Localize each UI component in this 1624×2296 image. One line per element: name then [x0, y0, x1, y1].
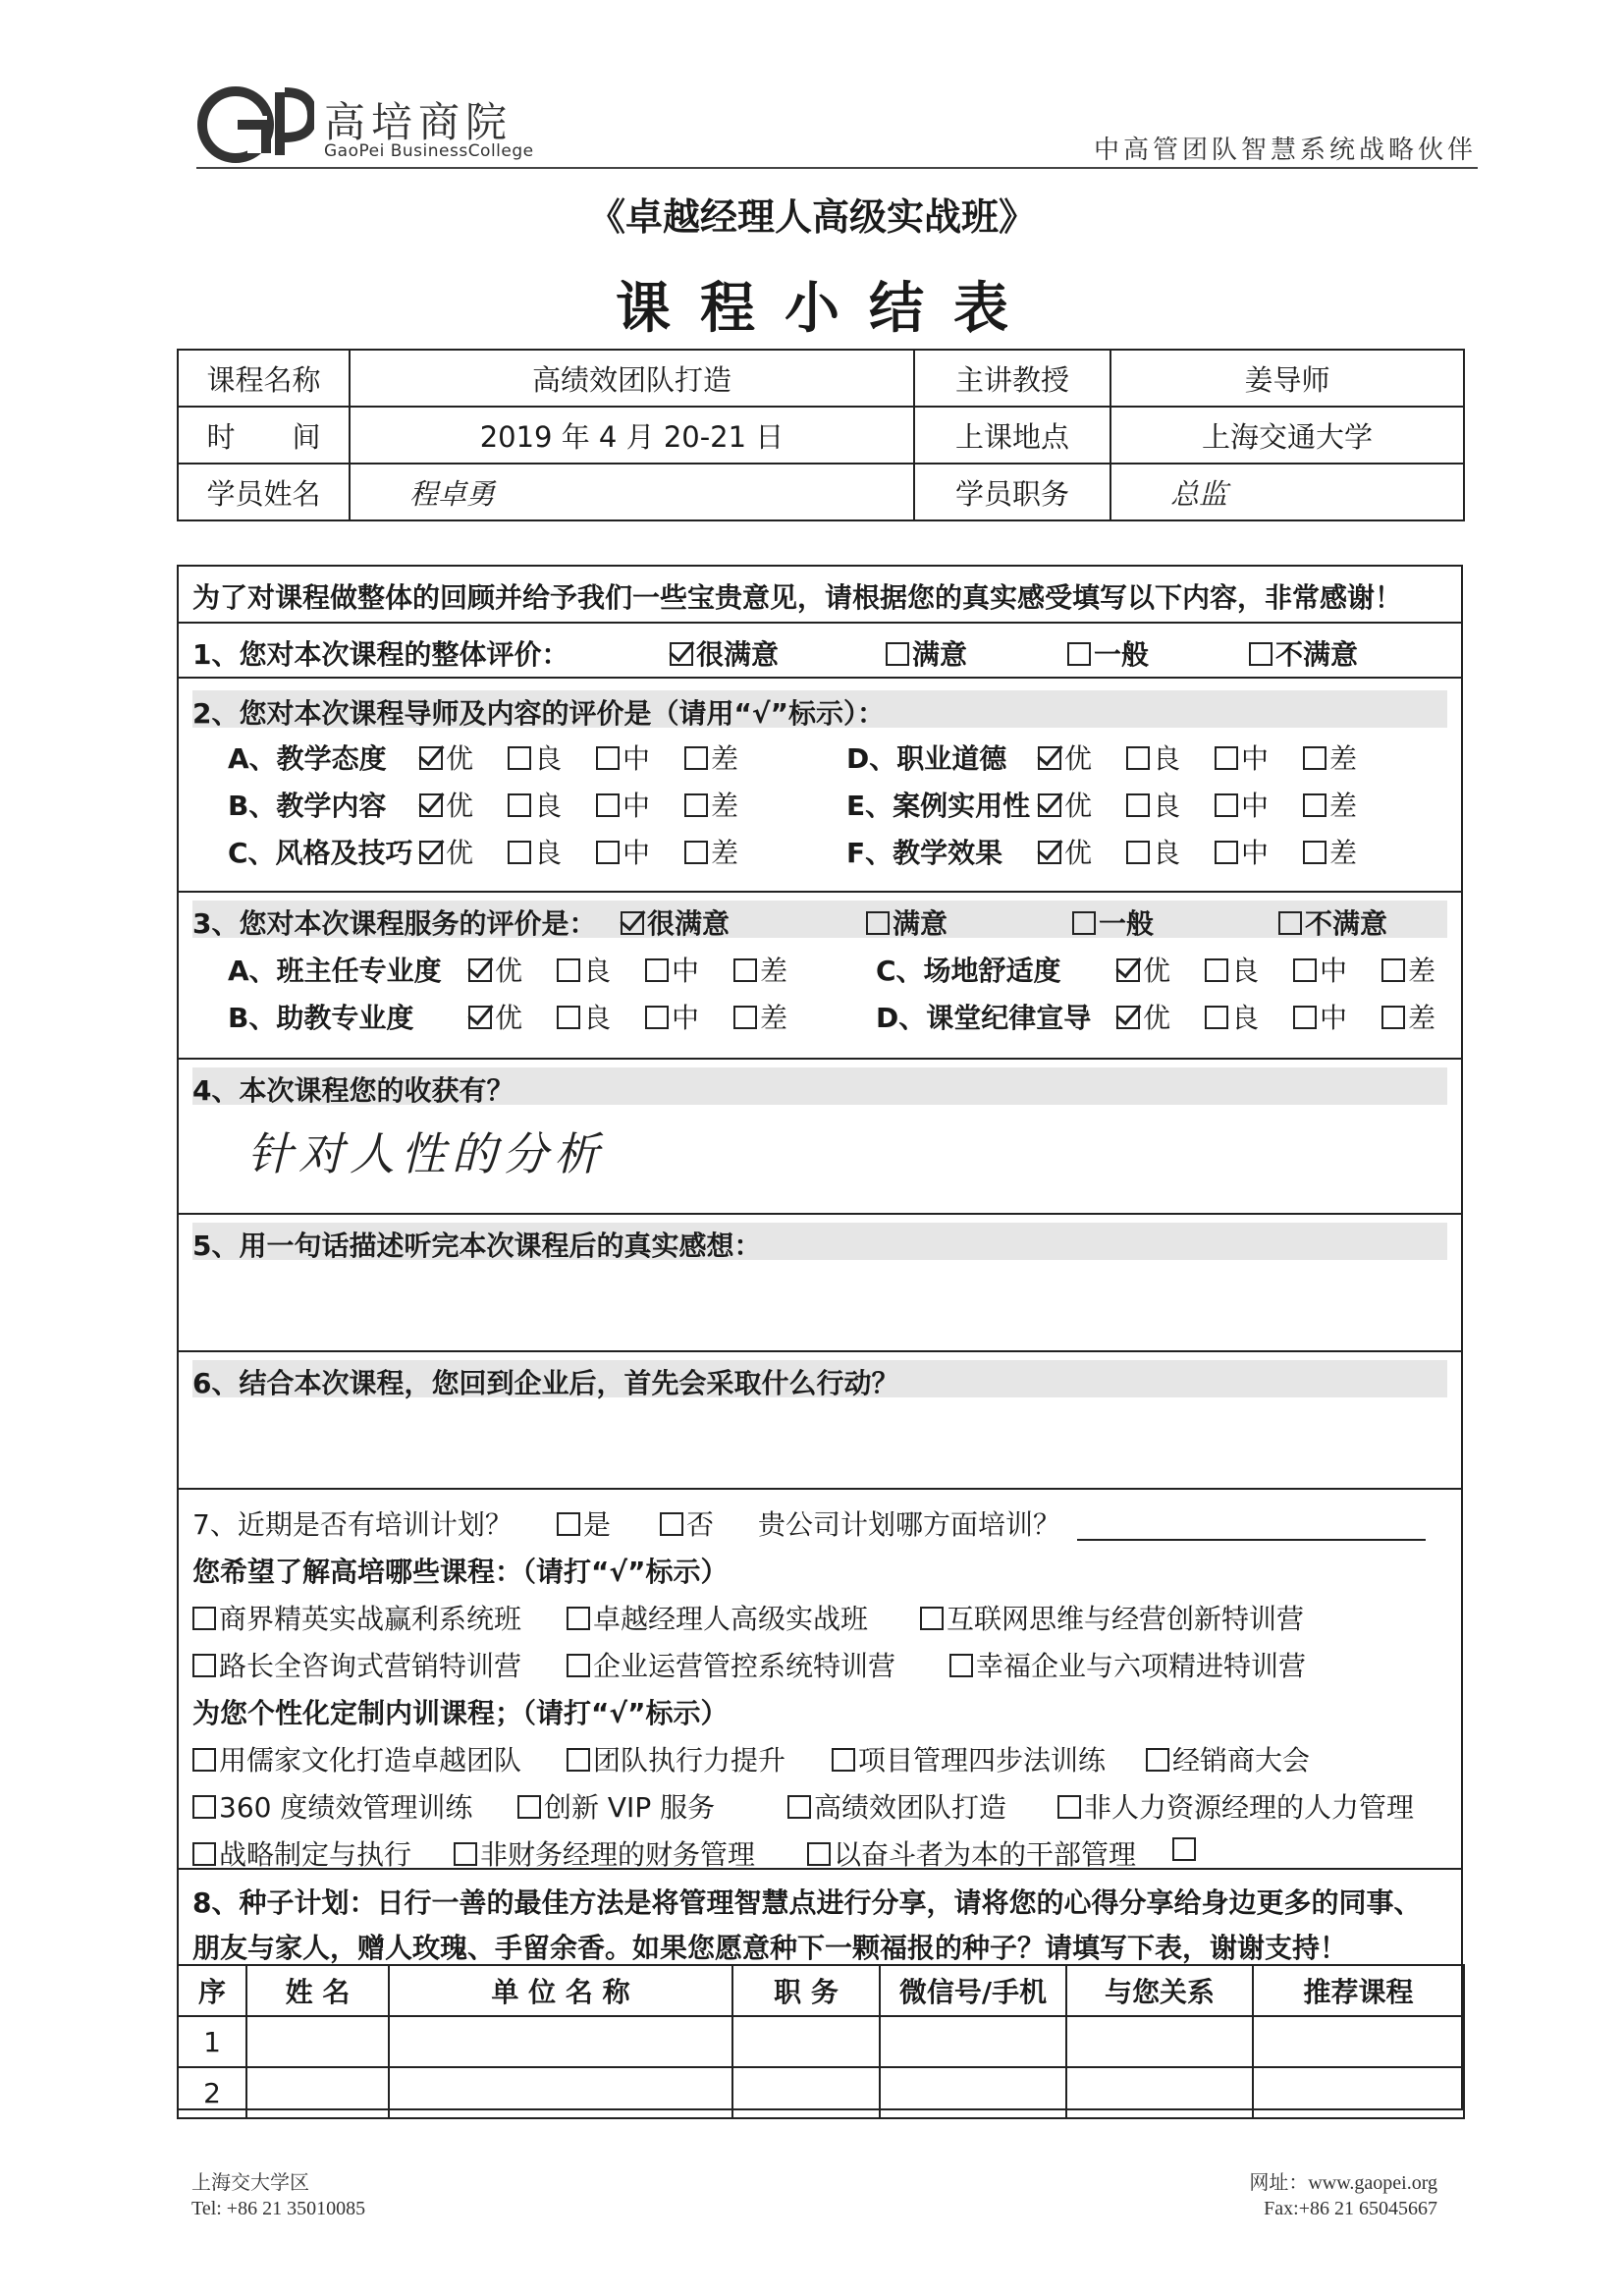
- q2-grade-option[interactable]: 差: [1303, 738, 1357, 777]
- checkbox-icon[interactable]: [920, 1607, 944, 1630]
- seed-input-cell[interactable]: [389, 2067, 732, 2118]
- q7-custom-other[interactable]: [1172, 1833, 1199, 1866]
- course-option[interactable]: 幸福企业与六项精进特训营: [949, 1645, 1306, 1684]
- checkbox-icon[interactable]: [1303, 746, 1326, 770]
- q2-grade-option[interactable]: 优: [419, 832, 473, 871]
- q3-option-very-satisfied[interactable]: 很满意: [621, 902, 730, 942]
- q2-grade-option[interactable]: 优: [1038, 785, 1092, 824]
- course-option[interactable]: 经销商大会: [1146, 1739, 1310, 1778]
- checkbox-icon[interactable]: [596, 841, 620, 864]
- q7-which-training-label: 贵公司计划哪方面培训？: [758, 1508, 1061, 1541]
- seed-input-cell[interactable]: [732, 2016, 880, 2067]
- q2-left-item-label: A、教学态度: [228, 742, 387, 775]
- checkbox-icon[interactable]: [1126, 793, 1150, 817]
- q2-right-item-label: E、案例实用性: [846, 790, 1031, 822]
- seed-input-cell[interactable]: [1066, 2067, 1253, 2118]
- course-option[interactable]: 战略制定与执行: [192, 1833, 411, 1873]
- checkbox-icon[interactable]: [1303, 841, 1326, 864]
- q3-grade-option[interactable]: 优: [468, 950, 522, 989]
- q3-grade-option[interactable]: 差: [733, 950, 787, 989]
- course-title: 《卓越经理人高级实战班》: [587, 195, 1036, 239]
- course-option[interactable]: 创新 VIP 服务: [517, 1786, 715, 1826]
- course-option[interactable]: 企业运营管控系统特训营: [567, 1645, 895, 1684]
- checked-checkbox-icon[interactable]: [1116, 958, 1140, 982]
- seed-input-cell[interactable]: [732, 2067, 880, 2118]
- q3-grade-option[interactable]: 良: [557, 997, 611, 1036]
- checkbox-icon[interactable]: [192, 1654, 216, 1677]
- question-2: [179, 677, 1461, 880]
- checked-checkbox-icon[interactable]: [419, 793, 443, 817]
- seed-column-header: 微信号/手机: [880, 1965, 1066, 2016]
- checkbox-icon[interactable]: [684, 746, 708, 770]
- checkbox-icon[interactable]: [557, 958, 580, 982]
- q3-right-item-label: C、场地舒适度: [876, 955, 1061, 987]
- header-tagline: 中高管团队智慧系统战略伙伴: [1093, 136, 1477, 165]
- q2-grade-option[interactable]: 良: [508, 738, 562, 777]
- q3-grade-option[interactable]: 良: [557, 950, 611, 989]
- checked-checkbox-icon[interactable]: [621, 911, 644, 935]
- q3-right-item-label: D、课堂纪律宣导: [876, 1002, 1092, 1034]
- professor-value: 姜导师: [1110, 350, 1464, 407]
- q2-grade-option[interactable]: 中: [1215, 785, 1269, 824]
- seed-table-row: [178, 2067, 1464, 2118]
- q2-right-item-label: D、职业道德: [846, 742, 1007, 775]
- q7-label: 7、近期是否有培训计划？: [192, 1508, 513, 1541]
- footer-left: [191, 2170, 365, 2221]
- q4-label: 4、本次课程您的收获有？: [192, 1074, 514, 1107]
- survey-intro: 为了对课程做整体的回顾并给予我们一些宝贵意见，请根据您的真实感受填写以下内容，非常感谢！: [192, 581, 1403, 614]
- seed-table-row: [178, 2016, 1464, 2067]
- course-option[interactable]: 非人力资源经理的人力管理: [1057, 1786, 1414, 1826]
- checkbox-icon[interactable]: [866, 911, 890, 935]
- q2-grade-option[interactable]: 良: [508, 832, 562, 871]
- seed-column-header: 单 位 名 称: [389, 1965, 732, 2016]
- q3-grade-option[interactable]: 良: [1205, 950, 1259, 989]
- checkbox-icon[interactable]: [192, 1842, 216, 1866]
- checkbox-icon[interactable]: [596, 793, 620, 817]
- q2-left-item-label: B、教学内容: [228, 790, 387, 822]
- checkbox-icon[interactable]: [1215, 793, 1238, 817]
- checked-checkbox-icon[interactable]: [419, 746, 443, 770]
- q1-label: 1、您对本次课程的整体评价：: [192, 638, 569, 671]
- checkbox-icon[interactable]: [1146, 1748, 1169, 1772]
- checkbox-icon[interactable]: [1172, 1837, 1196, 1861]
- course-option[interactable]: 互联网思维与经营创新特训营: [920, 1598, 1304, 1637]
- checkbox-icon[interactable]: [733, 958, 757, 982]
- q3-left-item-label: B、助教专业度: [228, 1002, 414, 1034]
- location-label: 上课地点: [914, 407, 1110, 464]
- footer-campus: 上海交大学区: [191, 2172, 309, 2194]
- q2-left-item-label: C、风格及技巧: [228, 837, 413, 869]
- footer-fax: Fax:+86 21 65045667: [1264, 2198, 1437, 2219]
- checked-checkbox-icon[interactable]: [1038, 793, 1061, 817]
- course-option[interactable]: 团队执行力提升: [567, 1739, 785, 1778]
- checkbox-icon[interactable]: [787, 1795, 811, 1819]
- checkbox-icon[interactable]: [192, 1795, 216, 1819]
- checkbox-icon[interactable]: [949, 1654, 973, 1677]
- seed-input-cell[interactable]: [1253, 2067, 1464, 2118]
- student-position-field[interactable]: 总监: [1110, 464, 1464, 520]
- q1-option-unsatisfied[interactable]: 不满意: [1249, 633, 1358, 673]
- course-info-table: [177, 349, 1465, 521]
- q3-label: 3、您对本次课程服务的评价是：: [192, 907, 597, 940]
- seed-input-cell[interactable]: [1253, 2016, 1464, 2067]
- checkbox-icon[interactable]: [1249, 642, 1272, 666]
- checkbox-icon[interactable]: [1303, 793, 1326, 817]
- checkbox-icon[interactable]: [832, 1748, 855, 1772]
- course-option[interactable]: 用儒家文化打造卓越团队: [192, 1739, 521, 1778]
- checkbox-icon[interactable]: [567, 1607, 590, 1630]
- form-title: 课程小结表: [616, 277, 1038, 341]
- student-position-label: 学员职务: [914, 464, 1110, 520]
- question-1: [179, 622, 1461, 671]
- checkbox-icon[interactable]: [1381, 958, 1405, 982]
- student-name-label: 学员姓名: [178, 464, 350, 520]
- q3-grade-option[interactable]: 中: [1293, 997, 1347, 1036]
- q2-grade-option[interactable]: 优: [1038, 738, 1092, 777]
- checked-checkbox-icon[interactable]: [1038, 841, 1061, 864]
- course-option[interactable]: 以奋斗者为本的干部管理: [807, 1833, 1136, 1873]
- seed-column-header: 与您关系: [1066, 1965, 1253, 2016]
- q2-grade-option[interactable]: 良: [1126, 738, 1180, 777]
- checkbox-icon[interactable]: [684, 841, 708, 864]
- q7-option-no[interactable]: 否: [660, 1503, 714, 1543]
- seed-column-header: 职 务: [732, 1965, 880, 2016]
- checkbox-icon[interactable]: [1293, 958, 1317, 982]
- checked-checkbox-icon[interactable]: [419, 841, 443, 864]
- q3-grade-option[interactable]: 优: [468, 997, 522, 1036]
- checkbox-icon[interactable]: [1278, 911, 1302, 935]
- q2-grade-option[interactable]: 差: [684, 738, 738, 777]
- course-name-value: 高绩效团队打造: [350, 350, 914, 407]
- course-option[interactable]: 项目管理四步法训练: [832, 1739, 1106, 1778]
- footer-website[interactable]: 网址：www.gaopei.org: [1249, 2172, 1437, 2194]
- checkbox-icon[interactable]: [517, 1795, 541, 1819]
- question-4: [179, 1058, 1461, 1212]
- q2-grade-option[interactable]: 良: [1126, 832, 1180, 871]
- checkbox-icon[interactable]: [508, 793, 531, 817]
- q3-left-item-label: A、班主任专业度: [228, 955, 442, 987]
- checkbox-icon[interactable]: [733, 1006, 757, 1029]
- checked-checkbox-icon[interactable]: [468, 958, 492, 982]
- seed-row-number: 2: [178, 2067, 246, 2118]
- checkbox-icon[interactable]: [1381, 1006, 1405, 1029]
- course-option[interactable]: 高绩效团队打造: [787, 1786, 1006, 1826]
- checkbox-icon[interactable]: [645, 958, 669, 982]
- q3-grade-option[interactable]: 差: [733, 997, 787, 1036]
- footer-tel: Tel: +86 21 35010085: [191, 2198, 366, 2219]
- seed-input-cell[interactable]: [246, 2016, 389, 2067]
- q5-label: 5、用一句话描述听完本次课程后的真实感想：: [192, 1230, 762, 1262]
- q2-grade-option[interactable]: 差: [1303, 832, 1357, 871]
- course-option[interactable]: 商界精英实战赢利系统班: [192, 1598, 521, 1637]
- q2-grade-option[interactable]: 中: [596, 832, 650, 871]
- checkbox-icon[interactable]: [1057, 1795, 1081, 1819]
- checkbox-icon[interactable]: [645, 1006, 669, 1029]
- q2-grade-option[interactable]: 差: [684, 832, 738, 871]
- seed-input-cell[interactable]: [1066, 2016, 1253, 2067]
- course-option[interactable]: 非财务经理的财务管理: [454, 1833, 755, 1873]
- course-name-label: 课程名称: [178, 350, 350, 407]
- q2-grade-option[interactable]: 良: [508, 785, 562, 824]
- question-8: [179, 1868, 1461, 1968]
- q7-courses-label: 您希望了解高培哪些课程：（请打“√”标示）: [192, 1556, 729, 1588]
- checkbox-icon[interactable]: [886, 642, 909, 666]
- course-option[interactable]: 路长全咨询式营销特训营: [192, 1645, 521, 1684]
- q3-grade-option[interactable]: 差: [1381, 950, 1435, 989]
- checkbox-icon[interactable]: [1126, 841, 1150, 864]
- q3-option-average[interactable]: 一般: [1072, 902, 1154, 942]
- q8-line-1: 8、种子计划：日行一善的最佳方法是将管理智慧点进行分享，请将您的心得分享给身边更多的同事、: [192, 1886, 1422, 1919]
- checkbox-icon[interactable]: [454, 1842, 477, 1866]
- q7-custom-label: 为您个性化定制内训课程；（请打“√”标示）: [192, 1697, 729, 1729]
- checkbox-icon[interactable]: [1215, 746, 1238, 770]
- time-value: 2019 年 4 月 20-21 日: [350, 407, 914, 464]
- q2-grade-option[interactable]: 中: [1215, 832, 1269, 871]
- q2-right-item-label: F、教学效果: [846, 837, 1003, 869]
- logo-english-name: GaoPei BusinessCollege: [324, 141, 534, 161]
- checkbox-icon[interactable]: [508, 746, 531, 770]
- checkbox-icon[interactable]: [660, 1512, 683, 1536]
- checkbox-icon[interactable]: [567, 1748, 590, 1772]
- seed-input-cell[interactable]: [246, 2067, 389, 2118]
- q3-option-satisfied[interactable]: 满意: [866, 902, 947, 942]
- q2-grade-option[interactable]: 差: [1303, 785, 1357, 824]
- q3-grade-option[interactable]: 优: [1116, 997, 1170, 1036]
- checkbox-icon[interactable]: [192, 1748, 216, 1772]
- q3-grade-option[interactable]: 中: [1293, 950, 1347, 989]
- q1-option-very-satisfied[interactable]: 很满意: [670, 633, 779, 673]
- question-7: [179, 1488, 1461, 1871]
- checkbox-icon[interactable]: [1067, 642, 1091, 666]
- checkbox-icon[interactable]: [807, 1842, 831, 1866]
- q3-grade-option[interactable]: 中: [645, 950, 699, 989]
- q2-grade-option[interactable]: 中: [596, 738, 650, 777]
- checked-checkbox-icon[interactable]: [468, 1006, 492, 1029]
- q8-line-2: 朋友与家人，赠人玫瑰、手留余香。如果您愿意种下一颗福报的种子？请填写下表，谢谢支持！: [192, 1932, 1348, 1964]
- checked-checkbox-icon[interactable]: [1116, 1006, 1140, 1029]
- seed-row-number: 1: [178, 2016, 246, 2067]
- question-5: [179, 1213, 1461, 1347]
- seed-input-cell[interactable]: [880, 2067, 1066, 2118]
- checked-checkbox-icon[interactable]: [670, 642, 693, 666]
- checkbox-icon[interactable]: [684, 793, 708, 817]
- seed-input-cell[interactable]: [880, 2016, 1066, 2067]
- checkbox-icon[interactable]: [596, 746, 620, 770]
- seed-plan-table: [177, 1964, 1465, 2119]
- q7-which-training-field[interactable]: [1077, 1539, 1426, 1541]
- q3-grade-option[interactable]: 中: [645, 997, 699, 1036]
- seed-column-header: 姓 名: [246, 1965, 389, 2016]
- checkbox-icon[interactable]: [508, 841, 531, 864]
- question-3: [179, 891, 1461, 1045]
- checkbox-icon[interactable]: [557, 1512, 580, 1536]
- seed-column-header: 序: [178, 1965, 246, 2016]
- checkbox-icon[interactable]: [1072, 911, 1096, 935]
- footer-right: [1249, 2170, 1437, 2221]
- q1-option-average[interactable]: 一般: [1067, 633, 1149, 673]
- checkbox-icon[interactable]: [1205, 1006, 1228, 1029]
- q2-label: 2、您对本次课程导师及内容的评价是（请用“√”标示）：: [192, 697, 885, 730]
- header-divider: [196, 167, 1478, 169]
- checkbox-icon[interactable]: [557, 1006, 580, 1029]
- q2-grade-option[interactable]: 优: [419, 785, 473, 824]
- checkbox-icon[interactable]: [567, 1654, 590, 1677]
- gaopei-logo-icon: [196, 86, 314, 163]
- q2-grade-option[interactable]: 中: [596, 785, 650, 824]
- q2-grade-option[interactable]: 中: [1215, 738, 1269, 777]
- q2-grade-option[interactable]: 优: [1038, 832, 1092, 871]
- checkbox-icon[interactable]: [1205, 958, 1228, 982]
- q2-grade-option[interactable]: 良: [1126, 785, 1180, 824]
- question-6: [179, 1350, 1461, 1490]
- checkbox-icon[interactable]: [1126, 746, 1150, 770]
- logo-chinese-name: 高培商院: [324, 98, 514, 146]
- course-option[interactable]: 360 度绩效管理训练: [192, 1786, 472, 1826]
- checkbox-icon[interactable]: [1215, 841, 1238, 864]
- q7-option-yes[interactable]: 是: [557, 1503, 611, 1543]
- course-option[interactable]: 卓越经理人高级实战班: [567, 1598, 868, 1637]
- q6-label: 6、结合本次课程，您回到企业后，首先会采取什么行动？: [192, 1367, 899, 1399]
- checked-checkbox-icon[interactable]: [1038, 746, 1061, 770]
- q3-grade-option[interactable]: 优: [1116, 950, 1170, 989]
- survey-section: [177, 565, 1463, 2110]
- q2-grade-option[interactable]: 差: [684, 785, 738, 824]
- checkbox-icon[interactable]: [192, 1607, 216, 1630]
- time-label: 时 间: [178, 407, 350, 464]
- q1-option-satisfied[interactable]: 满意: [886, 633, 967, 673]
- seed-input-cell[interactable]: [389, 2016, 732, 2067]
- q3-grade-option[interactable]: 良: [1205, 997, 1259, 1036]
- checkbox-icon[interactable]: [1293, 1006, 1317, 1029]
- q2-grade-option[interactable]: 优: [419, 738, 473, 777]
- q3-grade-option[interactable]: 差: [1381, 997, 1435, 1036]
- professor-label: 主讲教授: [914, 350, 1110, 407]
- q3-option-unsatisfied[interactable]: 不满意: [1278, 902, 1387, 942]
- q4-handwritten-answer[interactable]: 针对人性的分析: [247, 1127, 605, 1180]
- student-name-field[interactable]: 程卓勇: [350, 464, 914, 520]
- seed-column-header: 推荐课程: [1253, 1965, 1464, 2016]
- location-value: 上海交通大学: [1110, 407, 1464, 464]
